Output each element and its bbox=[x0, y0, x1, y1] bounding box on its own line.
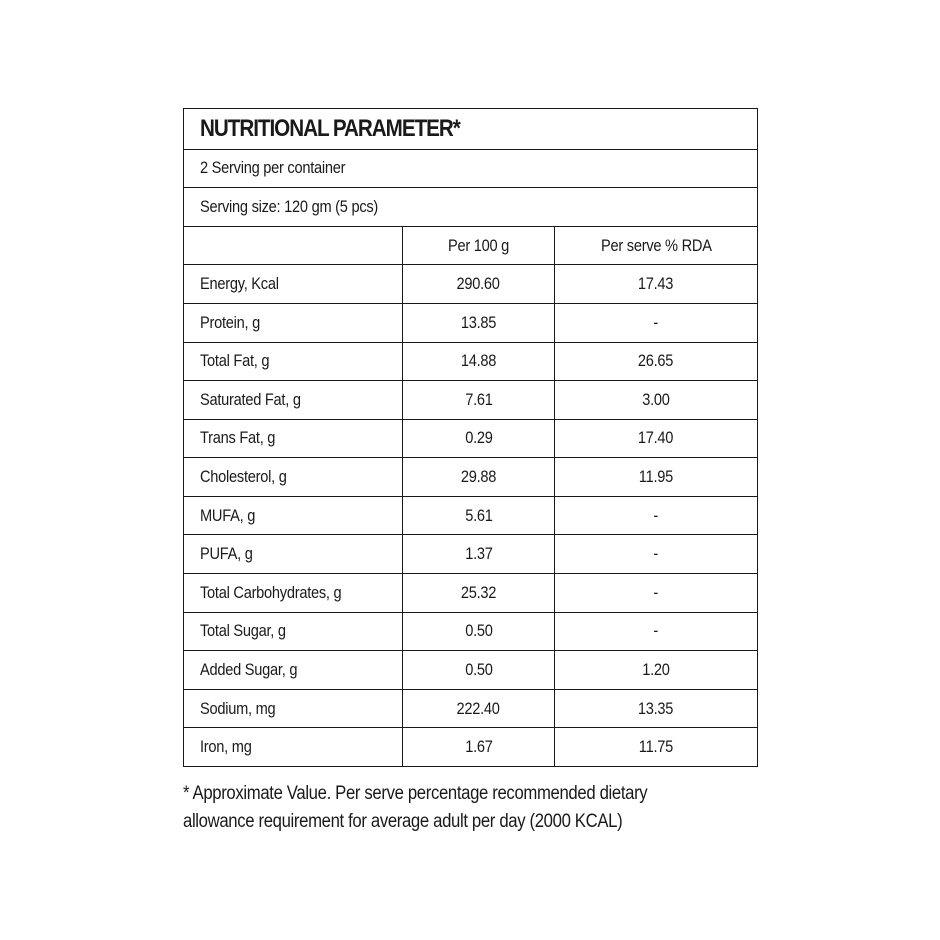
per-100g-value-cell bbox=[403, 381, 555, 420]
per-serve-rda-value-cell bbox=[555, 728, 758, 767]
per-100g-value: 0.50 bbox=[464, 621, 493, 641]
per-serve-rda-value-cell bbox=[555, 651, 758, 690]
table-row bbox=[184, 574, 758, 613]
per-100g-value: 14.88 bbox=[460, 351, 497, 371]
nutrient-label: Cholesterol, g bbox=[200, 467, 287, 487]
table-row bbox=[184, 689, 758, 728]
per-serve-rda-value: 26.65 bbox=[638, 351, 674, 371]
nutrient-label-cell bbox=[184, 419, 403, 458]
header-per-100g bbox=[403, 226, 555, 265]
serving-size bbox=[184, 188, 758, 227]
per-100g-value-cell bbox=[403, 303, 555, 342]
nutrient-label-cell bbox=[184, 265, 403, 304]
nutrient-label-cell bbox=[184, 303, 403, 342]
footnote-line-1: * Approximate Value. Per serve percentage recommended dietary bbox=[183, 783, 648, 804]
table-row bbox=[184, 535, 758, 574]
header-row bbox=[184, 226, 758, 265]
per-serve-rda-value-cell bbox=[555, 574, 758, 613]
per-serve-rda-value-cell bbox=[555, 612, 758, 651]
per-100g-value-cell bbox=[403, 496, 555, 535]
nutrient-label: Protein, g bbox=[200, 312, 260, 332]
table-row bbox=[184, 612, 758, 651]
per-serve-rda-value-cell bbox=[555, 535, 758, 574]
per-100g-value: 5.61 bbox=[464, 505, 493, 525]
nutrient-label-cell bbox=[184, 689, 403, 728]
per-serve-rda-value-cell bbox=[555, 381, 758, 420]
table-row bbox=[184, 303, 758, 342]
nutrient-label: PUFA, g bbox=[200, 544, 253, 564]
per-serve-rda-value: 11.95 bbox=[638, 467, 674, 487]
table-row bbox=[184, 342, 758, 381]
per-100g-value-cell bbox=[403, 342, 555, 381]
nutrient-label: Total Sugar, g bbox=[200, 621, 286, 641]
per-100g-value-cell bbox=[403, 419, 555, 458]
table-row bbox=[184, 265, 758, 304]
per-100g-value: 0.29 bbox=[464, 428, 493, 448]
per-serve-rda-value: 3.00 bbox=[642, 389, 670, 409]
per-serve-rda-value: 17.40 bbox=[638, 428, 674, 448]
nutrient-label: Energy, Kcal bbox=[200, 274, 279, 294]
table-title bbox=[184, 109, 758, 150]
nutrient-label-cell bbox=[184, 612, 403, 651]
per-100g-value-cell bbox=[403, 728, 555, 767]
per-100g-value: 1.37 bbox=[464, 544, 493, 564]
per-serve-rda-value-cell bbox=[555, 265, 758, 304]
nutrient-label: Iron, mg bbox=[200, 737, 252, 757]
per-serve-rda-value-cell bbox=[555, 303, 758, 342]
table-row bbox=[184, 651, 758, 690]
per-100g-value-cell bbox=[403, 651, 555, 690]
per-100g-value: 7.61 bbox=[464, 389, 493, 409]
per-100g-value: 222.40 bbox=[456, 698, 501, 718]
nutrient-label-cell bbox=[184, 728, 403, 767]
serving-size-row bbox=[184, 188, 758, 227]
per-100g-value: 25.32 bbox=[460, 582, 497, 602]
per-100g-value-cell bbox=[403, 458, 555, 497]
nutrient-label: Total Fat, g bbox=[200, 351, 270, 371]
per-serve-rda-value: - bbox=[653, 312, 659, 332]
nutrient-label: Saturated Fat, g bbox=[200, 389, 301, 409]
nutrient-label-cell bbox=[184, 651, 403, 690]
footnote-line-2: allowance requirement for average adult per day (2000 KCAL) bbox=[183, 811, 623, 832]
per-serve-rda-value-cell bbox=[555, 496, 758, 535]
per-serve-rda-value-cell bbox=[555, 689, 758, 728]
per-100g-value: 13.85 bbox=[460, 312, 497, 332]
header-per-100g-text: Per 100 g bbox=[447, 235, 510, 255]
table-row bbox=[184, 496, 758, 535]
footnote bbox=[183, 780, 783, 836]
per-100g-value-cell bbox=[403, 689, 555, 728]
nutrient-label-cell bbox=[184, 496, 403, 535]
header-per-serve-rda bbox=[555, 226, 758, 265]
servings-per-container-text: 2 Serving per container bbox=[200, 158, 346, 178]
per-serve-rda-value: - bbox=[653, 582, 659, 602]
per-serve-rda-value: 13.35 bbox=[638, 698, 674, 718]
per-100g-value: 0.50 bbox=[464, 659, 493, 679]
per-100g-value-cell bbox=[403, 612, 555, 651]
per-100g-value-cell bbox=[403, 574, 555, 613]
servings-per-container bbox=[184, 149, 758, 188]
per-serve-rda-value: 1.20 bbox=[642, 659, 670, 679]
title-row bbox=[184, 109, 758, 150]
header-per-serve-rda-text: Per serve % RDA bbox=[600, 235, 712, 255]
nutrient-label: Added Sugar, g bbox=[200, 659, 298, 679]
header-blank-cell bbox=[184, 226, 403, 265]
per-100g-value-cell bbox=[403, 535, 555, 574]
per-serve-rda-value: 11.75 bbox=[638, 737, 674, 757]
per-serve-rda-value-cell bbox=[555, 342, 758, 381]
per-serve-rda-value: - bbox=[653, 505, 659, 525]
table-row bbox=[184, 381, 758, 420]
per-100g-value: 1.67 bbox=[464, 737, 493, 757]
per-serve-rda-value: - bbox=[653, 544, 659, 564]
servings-row bbox=[184, 149, 758, 188]
nutrient-label: Trans Fat, g bbox=[200, 428, 276, 448]
per-100g-value-cell bbox=[403, 265, 555, 304]
table-row bbox=[184, 728, 758, 767]
nutrient-label-cell bbox=[184, 535, 403, 574]
nutrition-table bbox=[183, 108, 758, 767]
per-serve-rda-value: 17.43 bbox=[638, 274, 674, 294]
per-serve-rda-value-cell bbox=[555, 458, 758, 497]
per-100g-value: 29.88 bbox=[460, 467, 497, 487]
serving-size-text: Serving size: 120 gm (5 pcs) bbox=[200, 197, 379, 217]
table-row bbox=[184, 458, 758, 497]
nutrient-label-cell bbox=[184, 381, 403, 420]
nutrient-label: Total Carbohydrates, g bbox=[200, 582, 342, 602]
per-100g-value: 290.60 bbox=[456, 274, 501, 294]
nutrient-label: MUFA, g bbox=[200, 505, 256, 525]
nutrient-label-cell bbox=[184, 458, 403, 497]
per-serve-rda-value: - bbox=[653, 621, 659, 641]
nutrient-label: Sodium, mg bbox=[200, 698, 276, 718]
nutrient-label-cell bbox=[184, 342, 403, 381]
table-title-text: NUTRITIONAL PARAMETER* bbox=[200, 114, 460, 142]
nutrient-label-cell bbox=[184, 574, 403, 613]
per-serve-rda-value-cell bbox=[555, 419, 758, 458]
table-row bbox=[184, 419, 758, 458]
